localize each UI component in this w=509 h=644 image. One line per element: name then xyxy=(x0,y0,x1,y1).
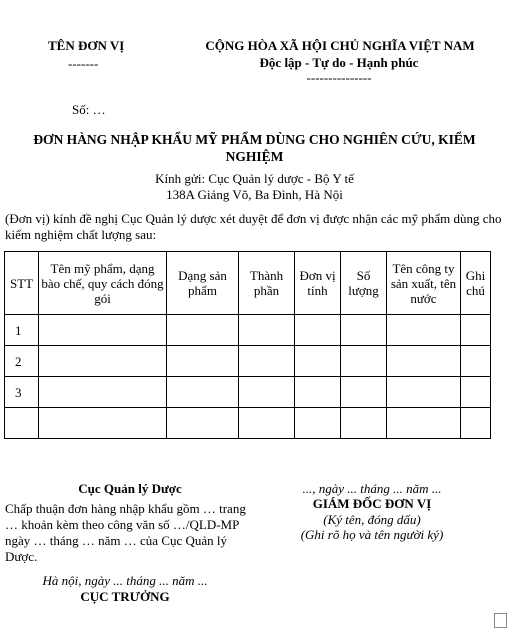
table-cell xyxy=(387,346,461,377)
table-row xyxy=(5,346,491,377)
table-cell xyxy=(239,408,295,439)
table-cell xyxy=(387,315,461,346)
table-cell xyxy=(295,346,341,377)
table-row xyxy=(5,315,491,346)
org-name: TÊN ĐƠN VỊ xyxy=(48,38,125,53)
row-stt xyxy=(5,408,39,439)
agency-signer-title: CỤC TRƯỞNG xyxy=(80,589,170,604)
header-notes: Ghi chú xyxy=(461,252,491,315)
table-cell xyxy=(341,315,387,346)
request-paragraph: (Đơn vị) kính đề nghị Cục Quản lý dược xét duyệt để đơn vị được nhận các mỹ phẩm dùng cho kiểm nghiệm chất lượng sau: xyxy=(5,211,502,242)
table-cell xyxy=(461,315,491,346)
items-table xyxy=(4,251,491,439)
table-cell xyxy=(239,346,295,377)
table-cell xyxy=(39,408,167,439)
table-cell xyxy=(461,377,491,408)
nation-motto-underline: --------------- xyxy=(306,70,372,85)
table-cell xyxy=(295,408,341,439)
table-cell xyxy=(239,377,295,408)
table-cell xyxy=(295,315,341,346)
table-cell xyxy=(167,315,239,346)
table-cell xyxy=(39,346,167,377)
table-cell xyxy=(461,408,491,439)
org-name-underline: ------- xyxy=(68,56,99,71)
document-number: Số: … xyxy=(72,102,106,117)
header-stt: STT xyxy=(5,252,39,315)
agency-date-line: Hà nội, ngày ... tháng ... năm ... xyxy=(42,573,208,588)
table-cell xyxy=(239,315,295,346)
table-row xyxy=(5,408,491,439)
row-stt: 1 xyxy=(5,315,39,346)
header-ingredients: Thành phần xyxy=(239,252,295,315)
recipient-address: 138A Giảng Võ, Ba Đình, Hà Nội xyxy=(166,187,343,202)
table-header-row xyxy=(5,252,491,315)
table-cell xyxy=(39,377,167,408)
page-corner-box xyxy=(494,613,507,628)
header-quantity: Số lượng xyxy=(341,252,387,315)
table-cell xyxy=(341,346,387,377)
header-unit: Đơn vị tính xyxy=(295,252,341,315)
unit-name-note: (Ghi rõ họ và tên người ký) xyxy=(300,527,444,542)
table-cell xyxy=(295,377,341,408)
nation-title: CỘNG HÒA XÃ HỘI CHỦ NGHĨA VIỆT NAM xyxy=(205,38,475,53)
nation-motto: Độc lập - Tự do - Hạnh phúc xyxy=(259,55,419,70)
row-stt: 3 xyxy=(5,377,39,408)
unit-date-line: ..., ngày ... tháng ... năm ... xyxy=(302,481,442,496)
table-cell xyxy=(167,377,239,408)
table-cell xyxy=(341,377,387,408)
unit-sign-note: (Ký tên, đóng dấu) xyxy=(323,512,421,527)
table-cell xyxy=(387,377,461,408)
recipient-line: Kính gửi: Cục Quản lý dược - Bộ Y tế xyxy=(155,171,354,186)
header-product-form: Dạng sản phẩm xyxy=(167,252,239,315)
header-manufacturer: Tên công ty sản xuất, tên nước xyxy=(387,252,461,315)
approval-paragraph: Chấp thuận đơn hàng nhập khẩu gồm … trang … khoản kèm theo công văn số …/QLD-MP ngày … tháng … năm … của Cục Quản lý Dược. xyxy=(5,501,246,564)
unit-signer-title: GIÁM ĐỐC ĐƠN VỊ xyxy=(312,496,432,511)
table-cell xyxy=(39,315,167,346)
row-stt: 2 xyxy=(5,346,39,377)
document-title: ĐƠN HÀNG NHẬP KHẨU MỸ PHẨM DÙNG CHO NGHIÊN CỨU, KIỂM NGHIỆM xyxy=(33,132,476,164)
table-cell xyxy=(341,408,387,439)
header-product-name: Tên mỹ phẩm, dạng bào chế, quy cách đóng gói xyxy=(39,252,167,315)
table-cell xyxy=(461,346,491,377)
table-cell xyxy=(387,408,461,439)
agency-heading: Cục Quản lý Dược xyxy=(78,481,182,496)
table-cell xyxy=(167,346,239,377)
table-row xyxy=(5,377,491,408)
table-cell xyxy=(167,408,239,439)
